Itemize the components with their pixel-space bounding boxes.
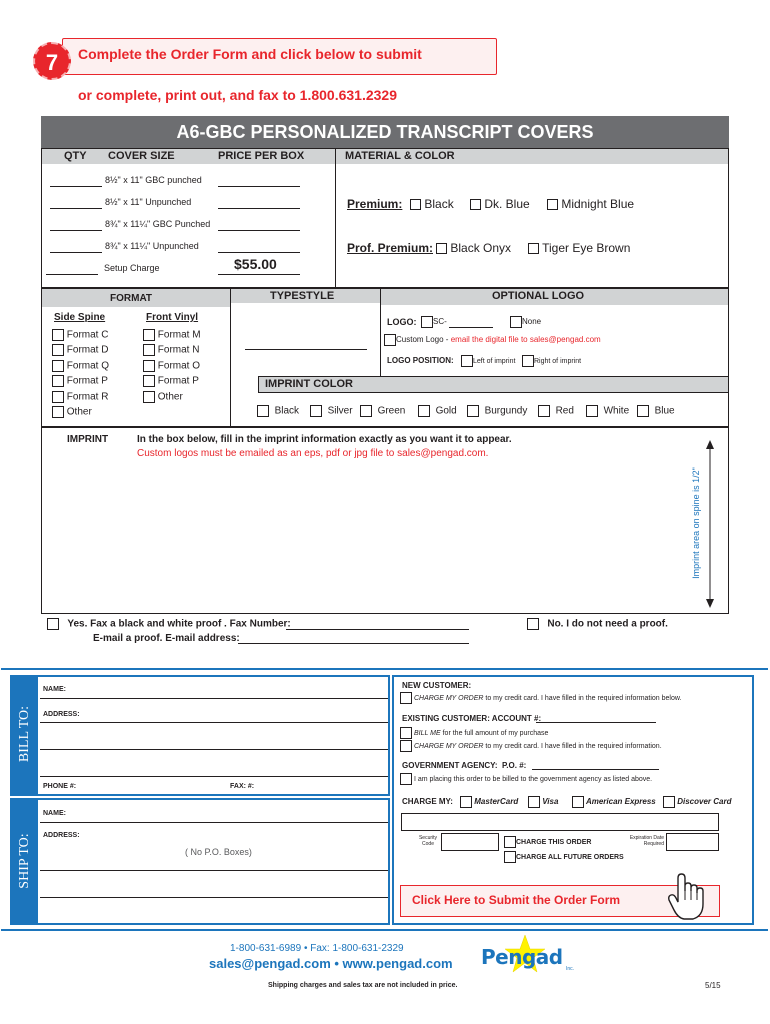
fax-instruction: or complete, print out, and fax to 1.800.631.2329 xyxy=(78,87,397,103)
optional-logo-header: OPTIONAL LOGO xyxy=(492,290,585,302)
qty-input-2[interactable] xyxy=(50,208,102,209)
checkbox[interactable] xyxy=(143,344,155,356)
typestyle-header: TYPESTYLE xyxy=(270,290,335,302)
submit-button-label: Click Here to Submit the Order Form xyxy=(412,893,621,907)
existing-customer-label: EXISTING CUSTOMER: ACCOUNT #: xyxy=(402,714,542,723)
checkbox[interactable] xyxy=(510,316,522,328)
checkbox[interactable] xyxy=(528,243,539,254)
front-vinyl-option[interactable]: Format M xyxy=(143,329,201,341)
step-number-badge: 7 xyxy=(33,42,71,80)
email-address-input[interactable] xyxy=(238,643,469,644)
imprint-instruction: In the box below, fill in the imprint information exactly as you want it to appear. xyxy=(137,434,512,445)
ship-address-line2[interactable] xyxy=(40,870,388,871)
security-code-input[interactable] xyxy=(441,833,499,851)
shipping-note: Shipping charges and sales tax are not included in price. xyxy=(268,982,458,989)
checkbox[interactable] xyxy=(527,618,539,630)
charge-this-order-option[interactable]: CHARGE THIS ORDER xyxy=(504,836,591,848)
checkbox[interactable] xyxy=(143,329,155,341)
footer-phones: 1-800-631-6989 • Fax: 1-800-631-2329 xyxy=(230,943,404,954)
color-black-option[interactable]: Black xyxy=(257,405,299,417)
color-blue-option[interactable]: Blue xyxy=(637,405,675,417)
color-green-option[interactable]: Green xyxy=(360,405,405,417)
checkbox[interactable] xyxy=(421,316,433,328)
logo-label: LOGO: xyxy=(387,317,417,327)
fax-proof-option[interactable]: Yes. Fax a black and white proof . Fax Number: xyxy=(47,618,291,630)
price-input-4[interactable] xyxy=(218,252,300,253)
no-po-boxes-note: ( No P.O. Boxes) xyxy=(185,847,252,857)
checkbox[interactable] xyxy=(400,773,412,785)
checkbox[interactable] xyxy=(47,618,59,630)
left-of-imprint-option[interactable]: Left of imprint xyxy=(461,355,515,367)
checkbox[interactable] xyxy=(52,406,64,418)
checkbox[interactable] xyxy=(467,405,479,417)
logo-position-label: LOGO POSITION: xyxy=(387,356,454,365)
expiration-label: Expiration Date Required xyxy=(629,835,664,847)
ship-address-line3[interactable] xyxy=(40,897,388,898)
pengad-logo-text: Pengad xyxy=(481,945,563,969)
footer-web: sales@pengad.com • www.pengad.com xyxy=(209,956,453,971)
checkbox[interactable] xyxy=(538,405,550,417)
card-visa-option[interactable]: Visa xyxy=(528,796,558,808)
ship-address-label: ADDRESS: xyxy=(43,832,80,839)
front-vinyl-option[interactable]: Format O xyxy=(143,360,200,372)
checkbox[interactable] xyxy=(400,740,412,752)
charge-future-orders-option[interactable]: CHARGE ALL FUTURE ORDERS xyxy=(504,851,624,863)
side-spine-option[interactable]: Format P xyxy=(52,375,108,387)
checkbox[interactable] xyxy=(52,344,64,356)
premium-option-black[interactable]: Black xyxy=(410,197,454,211)
charge-my-order-existing[interactable]: CHARGE MY ORDER to my credit card. I have filled in the required information. xyxy=(400,740,662,752)
email-proof-label: E-mail a proof. E-mail address: xyxy=(93,633,240,644)
qty-input-1[interactable] xyxy=(50,186,102,187)
pengad-logo-inc: Inc. xyxy=(566,966,575,972)
front-vinyl-header: Front Vinyl xyxy=(146,312,199,323)
section-divider xyxy=(1,668,768,670)
checkbox[interactable] xyxy=(436,243,447,254)
po-number-input[interactable] xyxy=(532,769,659,770)
imprint-label: IMPRINT xyxy=(67,434,109,445)
price-input-2[interactable] xyxy=(218,208,300,209)
setup-charge-label: Setup Charge xyxy=(104,263,160,273)
fax-number-input[interactable] xyxy=(286,629,469,630)
checkbox[interactable] xyxy=(257,405,269,417)
ship-to-label: SHIP TO: xyxy=(17,833,32,889)
checkbox[interactable] xyxy=(461,355,473,367)
format-header: FORMAT xyxy=(110,293,153,304)
prof-option-tiger-eye[interactable]: Tiger Eye Brown xyxy=(528,241,630,255)
bill-address-line3[interactable] xyxy=(40,776,388,777)
gov-agency-option[interactable]: I am placing this order to be billed to the government agency as listed above. xyxy=(400,773,652,785)
checkbox[interactable] xyxy=(522,355,534,367)
charge-my-label: CHARGE MY: xyxy=(402,797,453,806)
front-vinyl-option[interactable]: Format N xyxy=(143,344,199,356)
right-of-imprint-option[interactable]: Right of imprint xyxy=(522,355,581,367)
checkbox[interactable] xyxy=(143,391,155,403)
custom-logo-option[interactable]: Custom Logo - email the digital file to sales@pengad.com xyxy=(384,334,601,346)
checkbox[interactable] xyxy=(586,405,598,417)
checkbox[interactable] xyxy=(572,796,584,808)
checkbox[interactable] xyxy=(410,199,421,210)
logo-sc-option[interactable]: SC- xyxy=(421,316,447,328)
hand-cursor-icon xyxy=(666,872,708,922)
side-spine-option[interactable]: Format C xyxy=(52,329,108,341)
checkbox[interactable] xyxy=(143,375,155,387)
checkbox[interactable] xyxy=(418,405,430,417)
sc-number-input[interactable] xyxy=(449,327,493,328)
price-input-3[interactable] xyxy=(218,230,300,231)
color-burgundy-option[interactable]: Burgundy xyxy=(467,405,527,417)
checkbox[interactable] xyxy=(143,360,155,372)
ship-name-label: NAME: xyxy=(43,810,66,817)
spine-note: Imprint area on spine is 1/2" xyxy=(691,467,701,579)
price-header: PRICE PER BOX xyxy=(218,150,305,162)
card-discover-option[interactable]: Discover Card xyxy=(663,796,731,808)
card-mastercard-option[interactable]: MasterCard xyxy=(460,796,518,808)
side-spine-option[interactable]: Format Q xyxy=(52,360,109,372)
setup-price: $55.00 xyxy=(234,256,277,272)
qty-input-setup[interactable] xyxy=(46,274,98,275)
cover-size-3: 8¾" x 11¼" GBC Punched xyxy=(105,219,211,229)
submit-instruction: Complete the Order Form and click below to submit xyxy=(78,46,422,62)
prof-premium-label: Prof. Premium: xyxy=(347,241,434,255)
bill-to-frame xyxy=(10,675,390,796)
bill-name-input[interactable] xyxy=(40,698,388,699)
side-spine-option[interactable]: Format D xyxy=(52,344,108,356)
prof-option-black-onyx[interactable]: Black Onyx xyxy=(436,241,511,255)
bill-address-label: ADDRESS: xyxy=(43,711,80,718)
checkbox[interactable] xyxy=(400,692,412,704)
front-vinyl-option[interactable]: Other xyxy=(143,391,183,403)
no-proof-option[interactable]: No. I do not need a proof. xyxy=(527,618,668,630)
card-amex-option[interactable]: American Express xyxy=(572,796,656,808)
price-input-1[interactable] xyxy=(218,186,300,187)
color-gold-option[interactable]: Gold xyxy=(418,405,457,417)
typestyle-input[interactable] xyxy=(245,349,367,350)
color-white-option[interactable]: White xyxy=(586,405,629,417)
gov-agency-label: GOVERNMENT AGENCY: xyxy=(402,761,498,770)
premium-option-midnight-blue[interactable]: Midnight Blue xyxy=(547,197,634,211)
color-silver-option[interactable]: Silver xyxy=(310,405,353,417)
logo-none-option[interactable]: None xyxy=(510,316,541,328)
side-spine-option[interactable]: Other xyxy=(52,406,92,418)
form-title: A6-GBC PERSONALIZED TRANSCRIPT COVERS xyxy=(41,116,729,148)
premium-option-dk-blue[interactable]: Dk. Blue xyxy=(470,197,530,211)
color-red-option[interactable]: Red xyxy=(538,405,574,417)
checkbox[interactable] xyxy=(384,334,396,346)
front-vinyl-option[interactable]: Format P xyxy=(143,375,199,387)
divider xyxy=(230,288,231,427)
cover-size-header: COVER SIZE xyxy=(108,150,175,162)
setup-price-line xyxy=(218,274,300,275)
cover-size-1: 8½" x 11" GBC punched xyxy=(105,175,202,185)
checkbox[interactable] xyxy=(400,727,412,739)
qty-input-3[interactable] xyxy=(50,230,102,231)
qty-header: QTY xyxy=(64,150,87,162)
po-label: P.O. #: xyxy=(502,761,527,770)
form-version: 5/15 xyxy=(705,981,721,990)
bill-fax-label: FAX: #: xyxy=(230,783,255,790)
footer-divider xyxy=(1,929,768,931)
checkbox[interactable] xyxy=(637,405,649,417)
checkbox[interactable] xyxy=(52,329,64,341)
bill-phone-label: PHONE #: xyxy=(43,783,77,790)
account-number-input[interactable] xyxy=(536,722,656,723)
cover-size-4: 8¾" x 11¼" Unpunched xyxy=(105,241,199,251)
checkbox[interactable] xyxy=(547,199,558,210)
checkbox[interactable] xyxy=(52,360,64,372)
checkbox[interactable] xyxy=(470,199,481,210)
bill-me-option[interactable]: BILL ME for the full amount of my purchase xyxy=(400,727,548,739)
checkbox[interactable] xyxy=(52,375,64,387)
ship-to-frame xyxy=(10,798,390,925)
qty-input-4[interactable] xyxy=(50,252,102,253)
new-customer-label: NEW CUSTOMER: xyxy=(402,681,472,690)
premium-label: Premium: xyxy=(347,197,403,211)
cover-size-2: 8½" x 11" Unpunched xyxy=(105,197,192,207)
checkbox[interactable] xyxy=(504,851,516,863)
bill-address-line2[interactable] xyxy=(40,749,388,750)
ship-name-input[interactable] xyxy=(40,822,388,823)
custom-logo-note: Custom logos must be emailed as an eps, pdf or jpg file to sales@pengad.com. xyxy=(137,448,489,459)
expiration-input[interactable] xyxy=(666,833,719,851)
bill-address-input[interactable] xyxy=(40,722,388,723)
checkbox[interactable] xyxy=(310,405,322,417)
side-spine-option[interactable]: Format R xyxy=(52,391,108,403)
bill-name-label: NAME: xyxy=(43,686,66,693)
checkbox[interactable] xyxy=(52,391,64,403)
checkbox[interactable] xyxy=(360,405,372,417)
security-code-label: Security Code xyxy=(418,835,438,847)
bill-to-label: BILL TO: xyxy=(17,705,32,763)
imprint-color-header: IMPRINT COLOR xyxy=(265,378,353,390)
side-spine-header: Side Spine xyxy=(54,312,106,323)
material-header: MATERIAL & COLOR xyxy=(345,150,455,162)
checkbox[interactable] xyxy=(663,796,675,808)
card-number-input[interactable] xyxy=(401,813,719,831)
checkbox[interactable] xyxy=(528,796,540,808)
table-divider xyxy=(335,149,336,288)
checkbox[interactable] xyxy=(460,796,472,808)
charge-my-order-new[interactable]: CHARGE MY ORDER to my credit card. I have filled in the required information below. xyxy=(400,692,682,704)
spine-arrow xyxy=(704,440,716,608)
checkbox[interactable] xyxy=(504,836,516,848)
